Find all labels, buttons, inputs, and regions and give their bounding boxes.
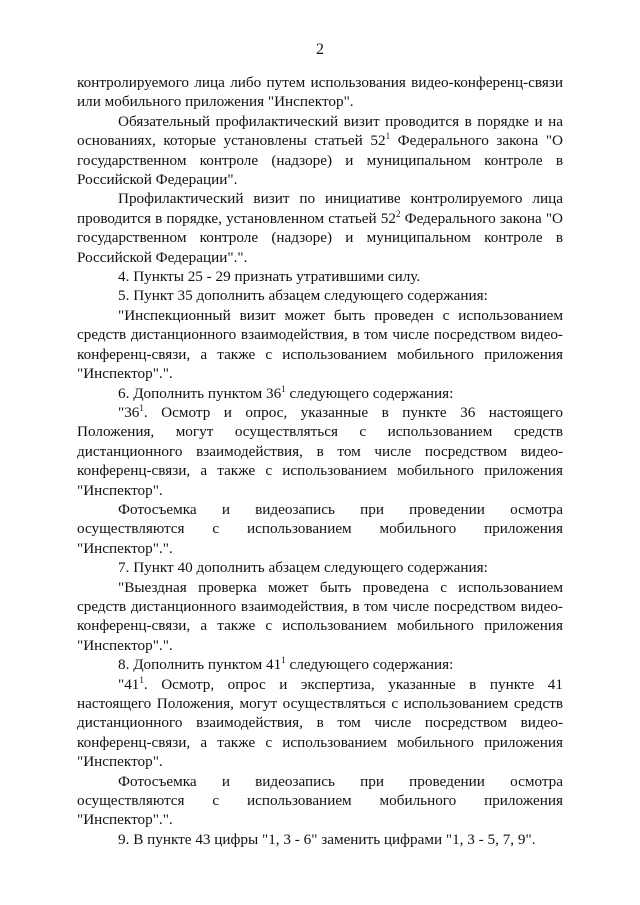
paragraph-text: . Осмотр, опрос и экспертиза, указанные в пункте 41 настоящего Положения, могут осуществляться с использованием средств дистанционного взаимодействия, в том числе посредством видео-конференц-связи, а также с использованием мобильного приложения "Инспектор".	[77, 675, 563, 771]
paragraph: Фотосъемка и видеозапись при проведении осмотра осуществляются с использованием мобильного приложения "Инспектор".".	[77, 772, 563, 829]
paragraph: Фотосъемка и видеозапись при проведении осмотра осуществляются с использованием мобильного приложения "Инспектор".".	[77, 500, 563, 557]
superscript: 1	[281, 655, 286, 666]
superscript: 1	[385, 131, 391, 142]
document-body	[77, 73, 563, 849]
superscript: 1	[139, 402, 144, 413]
paragraph	[77, 112, 563, 190]
paragraph	[77, 675, 563, 772]
paragraph-text: Федерального закона "О государственном контроле (надзоре) и муниципальном контроле в Российской Федерации".	[77, 132, 564, 189]
paragraph	[77, 403, 563, 500]
paragraph-text: Обязательный профилактический визит проводится в порядке и на основаниях, которые установлены статьей 52	[77, 112, 563, 150]
paragraph: 4. Пункты 25 - 29 признать утратившими силу.	[118, 268, 421, 286]
paragraph-text: следующего содержания:	[285, 384, 454, 402]
paragraph-text: Федерального закона "О государственном контроле (надзоре) и муниципальном контроле в Российской Федерации".".	[77, 209, 563, 266]
paragraph: 7. Пункт 40 дополнить абзацем следующего содержания:	[118, 559, 488, 577]
paragraph-text: следующего содержания:	[285, 656, 454, 674]
superscript: 2	[395, 208, 401, 219]
paragraph-text: "41	[118, 675, 140, 693]
paragraph-text: "36	[118, 403, 140, 421]
paragraph	[77, 189, 563, 267]
paragraph: "Инспекционный визит может быть проведен с использованием средств дистанционного взаимодействия, в том числе посредством видео-конференц-связи, а также с использованием мобильного приложения "Инспектор".".	[77, 306, 563, 383]
page-number: 2	[316, 41, 324, 58]
superscript: 1	[139, 674, 144, 685]
paragraph: контролируемого лица либо путем использования видео-конференц-связи или мобильного приложения "Инспектор".	[77, 74, 563, 111]
paragraph-text: . Осмотр и опрос, указанные в пункте 36 настоящего Положения, могут осуществляться с использованием средств дистанционного взаимодействия, в том числе посредством видео-конференц-связи, а также с использованием мобильного приложения "Инспектор".	[77, 403, 563, 499]
paragraph	[77, 655, 563, 674]
paragraph: "Выездная проверка может быть проведена с использованием средств дистанционного взаимодействия, в том числе посредством видео-конференц-связи, а также с использованием мобильного приложения "Инспектор".".	[77, 578, 563, 654]
paragraph	[77, 384, 563, 403]
paragraph: 5. Пункт 35 дополнить абзацем следующего содержания:	[118, 287, 488, 305]
paragraph-text: 6. Дополнить пунктом 36	[118, 384, 282, 402]
paragraph: 9. В пункте 43 цифры "1, 3 - 6" заменить цифрами "1, 3 - 5, 7, 9".	[118, 830, 536, 848]
superscript: 1	[281, 383, 286, 394]
paragraph-text: 8. Дополнить пунктом 41	[118, 656, 282, 674]
paragraph-text: Профилактический визит по инициативе контролируемого лица проводится в порядке, установленном статьей 52	[77, 190, 563, 227]
